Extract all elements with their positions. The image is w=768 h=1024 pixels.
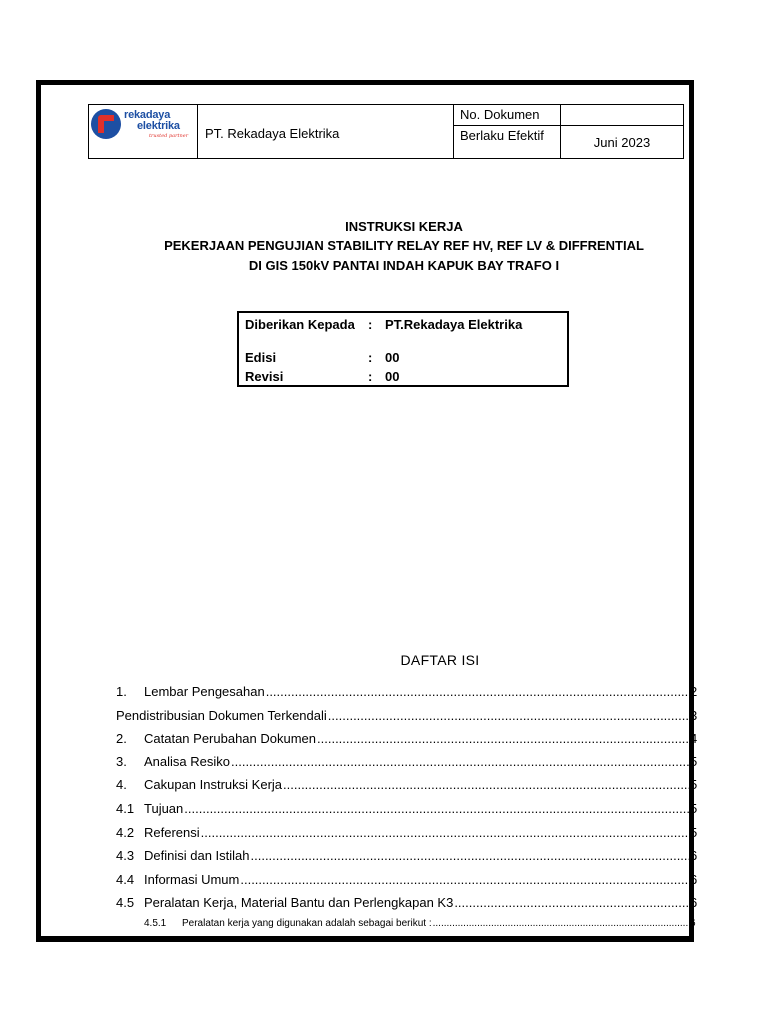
logo-cell xyxy=(89,105,198,158)
effective-value: Juni 2023 xyxy=(593,135,651,150)
effective-value-cell xyxy=(561,126,683,158)
toc-entry-number: 4.5.1 xyxy=(144,918,167,929)
toc-title: DAFTAR ISI xyxy=(400,652,480,668)
revision-label: Revisi xyxy=(245,369,284,384)
logo-word-1: rekadaya xyxy=(124,109,171,121)
company-cell xyxy=(197,105,454,158)
toc-entry[interactable] xyxy=(116,848,700,866)
toc-leader-dots xyxy=(317,731,689,746)
toc-entry-text: Peralatan Kerja, Material Bantu dan Perlengkapan K3 xyxy=(144,895,454,910)
toc-entry[interactable] xyxy=(116,731,700,749)
toc-entry-page: 6 xyxy=(690,895,698,910)
toc-leader-dots xyxy=(454,895,689,910)
company-logo xyxy=(91,109,195,143)
toc-entry-text: Lembar Pengesahan xyxy=(144,684,265,699)
toc-entry-text: Peralatan kerja yang digunakan adalah sebagai berikut : xyxy=(182,918,432,929)
toc-leader-dots xyxy=(201,825,689,840)
toc-entry-page: 2 xyxy=(690,684,698,699)
toc-leader-dots xyxy=(251,848,690,863)
logo-word-2: elektrika xyxy=(137,120,180,132)
toc-leader-dots xyxy=(283,777,689,792)
toc-entry[interactable] xyxy=(116,825,700,843)
toc-leader-dots xyxy=(184,801,689,816)
toc-entry[interactable] xyxy=(144,918,700,936)
toc-leader-dots xyxy=(433,918,689,929)
toc-entry-number: 2. xyxy=(116,731,127,746)
toc-entry-number: 3. xyxy=(116,754,127,769)
doc-title-line-3: DI GIS 150kV PANTAI INDAH KAPUK BAY TRAFO I xyxy=(248,258,560,273)
doc-no-label: No. Dokumen xyxy=(460,107,540,122)
toc-entry-text: Informasi Umum xyxy=(144,872,240,887)
given-label: Diberikan Kepada xyxy=(245,317,355,332)
toc-entry[interactable] xyxy=(116,872,700,890)
toc-entry-page: 5 xyxy=(690,825,698,840)
doc-title-line-1: INSTRUKSI KERJA xyxy=(345,219,463,234)
effective-label-cell xyxy=(453,126,561,158)
effective-label: Berlaku Efektif xyxy=(460,128,544,143)
company-name: PT. Rekadaya Elektrika xyxy=(205,126,340,141)
logo-mark-icon xyxy=(91,109,121,139)
toc-entry[interactable] xyxy=(116,684,700,702)
toc-entry[interactable] xyxy=(116,895,700,913)
toc-entry-page: 4 xyxy=(690,731,698,746)
given-value: PT.Rekadaya Elektrika xyxy=(385,317,523,332)
toc-entry[interactable] xyxy=(116,777,700,795)
given-separator: : xyxy=(368,317,373,332)
toc-entry-text: Cakupan Instruksi Kerja xyxy=(144,777,283,792)
toc-entry-number: 4.4 xyxy=(116,872,135,887)
logo-tagline: trusted partner xyxy=(149,133,189,139)
toc-leader-dots xyxy=(328,708,689,723)
toc-entry-page: 5 xyxy=(690,777,698,792)
toc-entry-text: Analisa Resiko xyxy=(144,754,230,769)
toc-entry-text: Pendistribusian Dokumen Terkendali xyxy=(116,708,327,723)
toc-entry-text: Definisi dan Istilah xyxy=(144,848,250,863)
toc-leader-dots xyxy=(231,754,689,769)
toc-entry-number: 1. xyxy=(116,684,127,699)
revision-separator: : xyxy=(368,369,373,384)
revision-value: 00 xyxy=(385,369,400,384)
toc-leader-dots xyxy=(266,684,689,699)
document-header-table xyxy=(88,104,684,159)
toc-entry-page: 6 xyxy=(690,872,698,887)
toc-entry-number: 4.3 xyxy=(116,848,135,863)
toc-entry-page: 6 xyxy=(690,918,696,929)
toc-entry-page: 5 xyxy=(690,801,698,816)
toc-entry-number: 4.1 xyxy=(116,801,135,816)
toc-entry-page: 6 xyxy=(690,848,698,863)
document-info-box xyxy=(237,311,569,387)
doc-title-line-2: PEKERJAAN PENGUJIAN STABILITY RELAY REF HV, REF LV & DIFFRENTIAL xyxy=(164,238,644,253)
toc-entry-page: 5 xyxy=(690,754,698,769)
edition-separator: : xyxy=(368,350,373,365)
toc-entry[interactable] xyxy=(116,708,700,726)
doc-no-value-cell xyxy=(561,105,683,126)
edition-value: 00 xyxy=(385,350,400,365)
toc-entry-number: 4.5 xyxy=(116,895,135,910)
edition-label: Edisi xyxy=(245,350,277,365)
toc-entry-text: Referensi xyxy=(144,825,200,840)
toc-entry[interactable] xyxy=(116,754,700,772)
toc-entry-text: Catatan Perubahan Dokumen xyxy=(144,731,317,746)
toc-entry-text: Tujuan xyxy=(144,801,184,816)
doc-no-label-cell xyxy=(453,105,561,126)
toc-leader-dots xyxy=(240,872,689,887)
toc-entry-number: 4. xyxy=(116,777,127,792)
toc-entry-number: 4.2 xyxy=(116,825,135,840)
toc-entry[interactable] xyxy=(116,801,700,819)
toc-entry-page: 3 xyxy=(690,708,698,723)
